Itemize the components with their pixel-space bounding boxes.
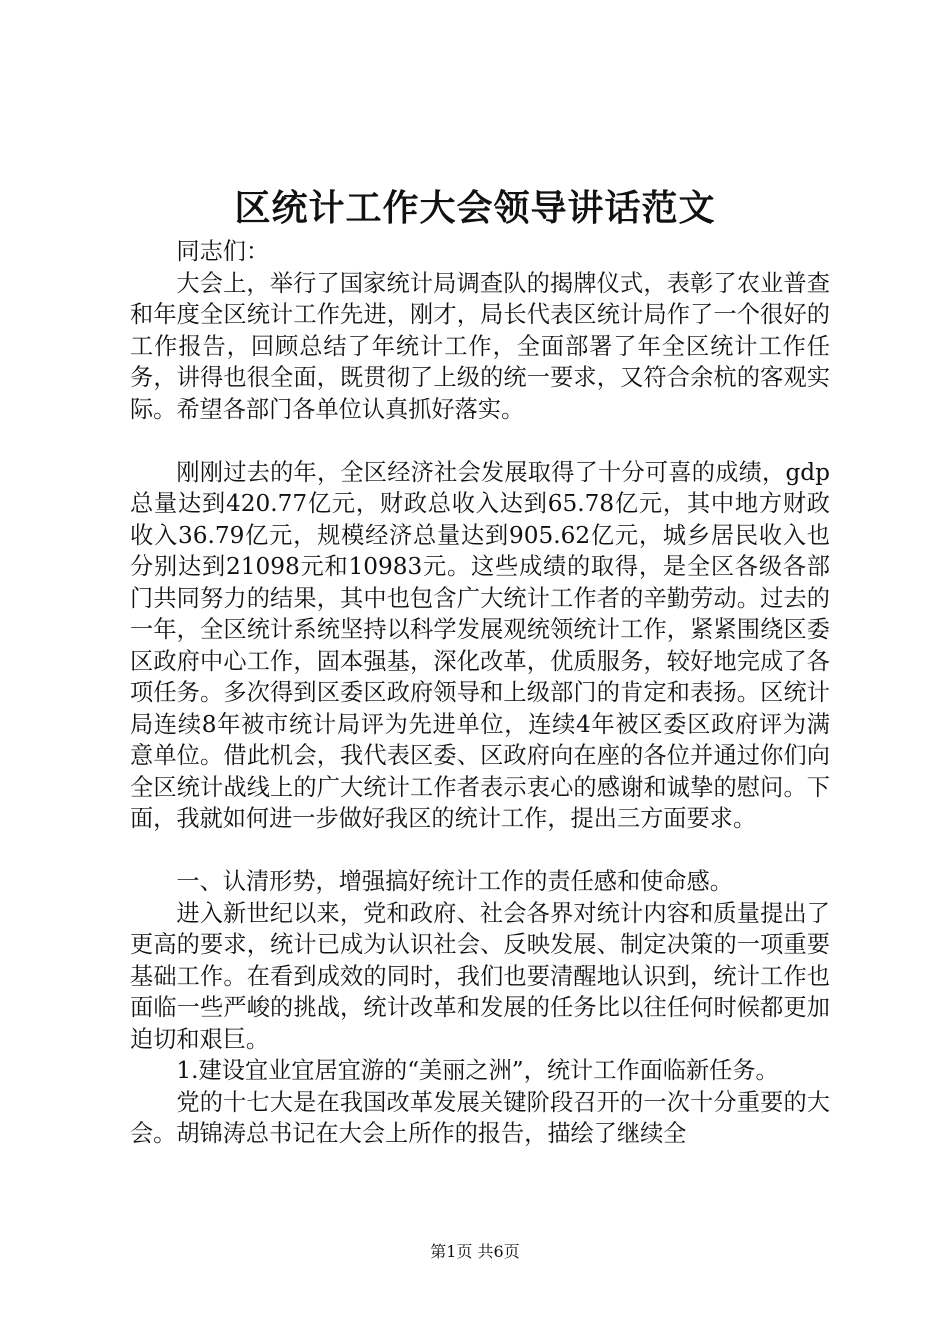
salutation: 同志们： [176,238,270,265]
paragraph: 大会上，举行了国家统计局调查队的揭牌仪式，表彰了农业普查和年度全区统计工作先进，刚才，局长代表区统计局作了一个很好的工作报告，回顾总结了年统计工作，全面部署了年全区统计工作任务，讲得也很全面，既贯彻了上级的统一要求，又符合余杭的客观实际。希望各部门各单位认真抓好落实。 [130,269,830,423]
subsection-heading: 1.建设宜业宜居宜游的“美丽之洲”，统计工作面临新任务。 [176,1057,779,1084]
paragraph: 刚刚过去的年，全区经济社会发展取得了十分可喜的成绩，gdp总量达到420.77亿元，财政总收入达到65.78亿元，其中地方财政收入36.79亿元，规模经济总量达到905.62亿元，城乡居民收入也分别达到21098元和10983元。这些成绩的取得，是全区各级各部门共同努力的结果，其中也包含广大统计工作者的辛勤劳动。过去的一年，全区统计系统坚持以科学发展观统领统计工作，紧紧围绕区委区政府中心工作，固本强基，深化改革，优质服务，较好地完成了各项任务。多次得到区委区政府领导和上级部门的肯定和表扬。区统计局连续8年被市统计局评为先进单位，连续4年被区委区政府评为满意单位。借此机会，我代表区委、区政府向在座的各位并通过你们向全区统计战线上的广大统计工作者表示衷心的感谢和诚挚的慰问。下面，我就如何进一步做好我区的统计工作，提出三方面要求。 [130,458,830,832]
section-heading: 一、认清形势，增强搞好统计工作的责任感和使命感。 [176,868,733,895]
document-title: 区统计工作大会领导讲话范文 [234,187,716,229]
paragraph: 进入新世纪以来，党和政府、社会各界对统计内容和质量提出了更高的要求，统计已成为认识社会、反映发展、制定决策的一项重要基础工作。在看到成效的同时，我们也要清醒地认识到，统计工作也面临一些严峻的挑战，统计改革和发展的任务比以往任何时候都更加迫切和艰巨。 [130,899,830,1053]
paragraph: 党的十七大是在我国改革发展关键阶段召开的一次十分重要的大会。胡锦涛总书记在大会上所作的报告，描绘了继续全 [130,1088,830,1147]
page-footer: 第1页 共6页 [430,1242,520,1261]
document-body [130,236,830,1150]
